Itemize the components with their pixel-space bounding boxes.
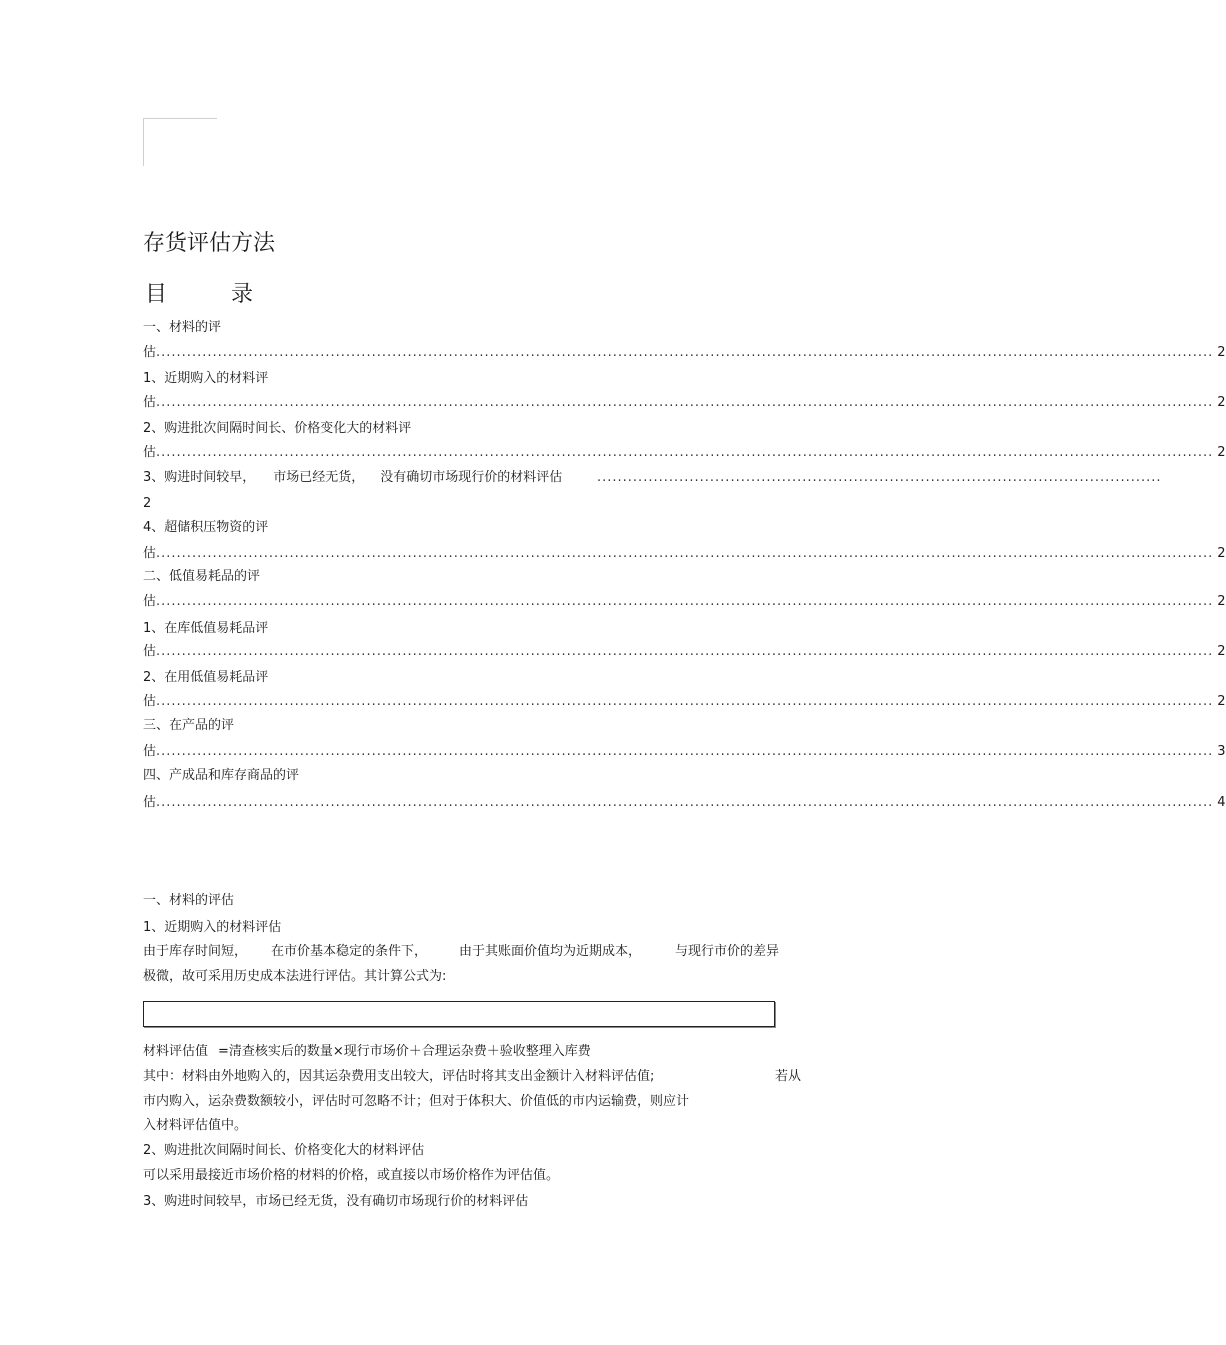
toc-leader-dots: .............................................................................................................................................................................................................. (156, 445, 1214, 460)
toc-heading (145, 277, 253, 308)
toc-page-number: 2 (1217, 445, 1226, 460)
toc-entry-line[interactable] (143, 395, 1226, 411)
toc-page-number: 2 (1217, 644, 1226, 659)
toc-leader-dots: .............................................................................................................................................................................................................. (156, 594, 1214, 609)
toc-entry-cont: 估 (143, 694, 157, 709)
toc-entry-line[interactable] (143, 345, 1226, 361)
toc-entry-cont: 估 (143, 445, 157, 460)
toc-page-number: 2 (1217, 345, 1226, 360)
toc-entry-label[interactable]: 2、购进批次间隔时间长、价格变化大的材料评 (143, 421, 412, 436)
toc-entry-cont: 估 (143, 795, 157, 810)
toc-page-number: 2 (143, 496, 152, 511)
toc-entry-cont: 估 (143, 395, 157, 410)
toc-entry-cont: 估 (143, 644, 157, 659)
formula-expression: =清查核实后的数量×现行市场价＋合理运杂费＋验收整理入库费 (218, 1044, 591, 1059)
toc-entry-label-part: 市场已经无货， (273, 470, 365, 485)
toc-leader-dots: .............................................................................................................................................................................................................. (156, 644, 1214, 659)
toc-entry-label-part: 3、购进时间较早， (143, 470, 256, 485)
toc-page-number: 2 (1217, 694, 1226, 709)
paragraph-line: 极微，故可采用历史成本法进行评估。其计算公式为: (143, 969, 447, 984)
toc-entry-cont: 估 (143, 345, 157, 360)
toc-page-number: 2 (1217, 546, 1226, 561)
subsection-heading: 3、购进时间较早，市场已经无货，没有确切市场现行价的材料评估 (143, 1194, 529, 1209)
toc-entry-line[interactable] (143, 445, 1226, 461)
paragraph-line: 其中：材料由外地购入的，因其运杂费用支出较大，评估时将其支出金额计入材料评估值; (143, 1069, 655, 1084)
paragraph-segment: 由于库存时间短， (143, 944, 248, 959)
toc-entry-label[interactable]: 一、材料的评 (143, 320, 222, 335)
toc-entry-cont: 估 (143, 744, 157, 759)
toc-leader-dots: .............................................................................................................................................................................................................. (156, 744, 1214, 759)
section-heading: 一、材料的评估 (143, 893, 235, 908)
toc-entry-line[interactable] (143, 694, 1226, 710)
paragraph-line (143, 944, 779, 960)
toc-entry-label[interactable]: 4、超储积压物资的评 (143, 520, 269, 535)
toc-entry-line[interactable] (143, 594, 1226, 610)
toc-leader-dots: .............................................................................................................. (597, 470, 1162, 485)
toc-entry-label[interactable]: 二、低值易耗品的评 (143, 569, 261, 584)
paragraph-line: 入材料评估值中。 (143, 1118, 248, 1133)
toc-entry-label[interactable]: 1、在库低值易耗品评 (143, 621, 269, 636)
toc-page-number: 3 (1217, 744, 1226, 759)
toc-leader-dots: .............................................................................................................................................................................................................. (156, 694, 1214, 709)
toc-entry-line[interactable] (143, 546, 1226, 562)
paragraph-segment: 在市价基本稳定的条件下， (271, 944, 428, 959)
toc-entry-label[interactable]: 1、近期购入的材料评 (143, 371, 269, 386)
toc-entry-line[interactable] (143, 744, 1226, 760)
paragraph-line: 可以采用最接近市场价格的材料的价格，或直接以市场价格作为评估值。 (143, 1168, 560, 1183)
toc-entry-label-part: 没有确切市场现行价的材料评估 (380, 470, 563, 485)
toc-page-number: 2 (1217, 594, 1226, 609)
toc-entry-label[interactable] (143, 470, 562, 486)
toc-entry-line[interactable] (143, 795, 1226, 811)
paragraph-segment: 若从 (775, 1069, 802, 1084)
toc-entry-label[interactable]: 四、产成品和库存商品的评 (143, 768, 300, 783)
toc-leader-dots: .............................................................................................................................................................................................................. (156, 546, 1214, 561)
toc-entry-cont: 估 (143, 546, 157, 561)
paragraph-line: 市内购入，运杂费数额较小，评估时可忽略不计；但对于体积大、价值低的市内运输费，则应计 (143, 1094, 690, 1109)
toc-entry-label[interactable]: 三、在产品的评 (143, 718, 235, 733)
toc-entry-label[interactable]: 2、在用低值易耗品评 (143, 670, 269, 685)
subsection-heading: 1、近期购入的材料评估 (143, 920, 282, 935)
formula-box (143, 1001, 775, 1027)
toc-entry-line[interactable] (143, 644, 1226, 660)
toc-leader-dots: .............................................................................................................................................................................................................. (156, 795, 1214, 810)
subsection-heading: 2、购进批次间隔时间长、价格变化大的材料评估 (143, 1143, 425, 1158)
formula-label: 材料评估值 (143, 1044, 209, 1059)
toc-entry-cont: 估 (143, 594, 157, 609)
document-title: 存货评估方法 (143, 231, 276, 256)
toc-page-number: 4 (1217, 795, 1226, 810)
paragraph-segment: 由于其账面价值均为近期成本， (459, 944, 642, 959)
header-logo-frame (143, 118, 217, 166)
toc-leader-dots: .............................................................................................................................................................................................................. (156, 395, 1214, 410)
toc-page-number: 2 (1217, 395, 1226, 410)
toc-heading-left: 目 (145, 282, 168, 307)
toc-heading-right: 录 (231, 282, 254, 307)
toc-leader-dots: .............................................................................................................................................................................................................. (156, 345, 1214, 360)
formula-line (143, 1044, 591, 1060)
paragraph-segment: 与现行市价的差异 (675, 944, 780, 959)
